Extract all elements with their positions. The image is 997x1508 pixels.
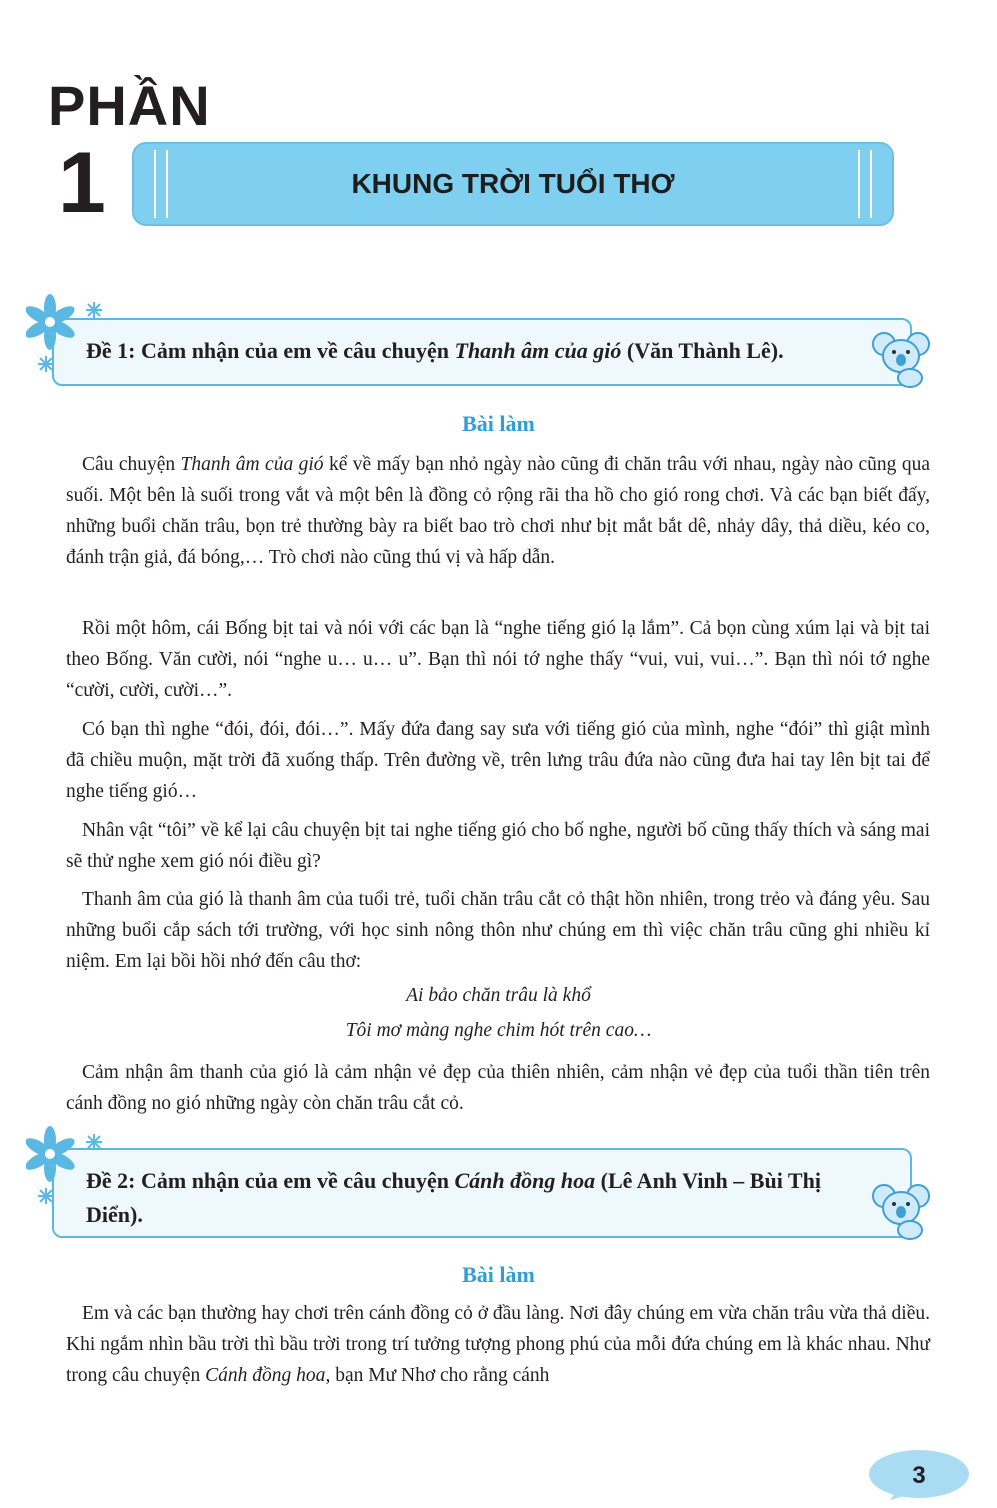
- topic-2-author: (Lê Anh Vinh – Bùi Thị Diển).: [86, 1168, 821, 1227]
- answer-heading-2: Bài làm: [462, 1262, 535, 1287]
- verse-line-1: Ai bảo chăn trâu là khổ: [406, 985, 591, 1006]
- paragraph-7-story-title: Cánh đồng hoa: [205, 1365, 326, 1386]
- topic-1-story-title: Thanh âm của gió: [454, 338, 622, 363]
- paragraph-1-start: Câu chuyện: [82, 454, 181, 475]
- topic-1-author: (Văn Thành Lê).: [621, 338, 784, 363]
- paragraph-7-start: Em và các bạn thường hay chơi trên cánh đồng cỏ ở đầu làng. Nơi đây chúng em vừa chăn trâu vừa thả diều. Khi ngắm nhìn bầu trời thì bầu trời trong trí tưởng tượng phong phú của mỗi đứa chúng em là khác nhau. Như trong câu chuyện: [66, 1303, 930, 1386]
- part-number: 1: [58, 135, 106, 231]
- topic-box-1: [52, 318, 912, 386]
- paragraph-1-story-title: Thanh âm của gió: [180, 454, 324, 475]
- paragraph-6: Cảm nhận âm thanh của gió là cảm nhận vẻ đẹp của thiên nhiên, cảm nhận vẻ đẹp của tuổi thần tiên trên cánh đồng no gió những ngày còn chăn trâu cắt cỏ.: [66, 1062, 930, 1114]
- topic-2-story-title: Cánh đồng hoa: [454, 1168, 596, 1193]
- part-banner: [132, 142, 894, 226]
- paragraph-3: Có bạn thì nghe “đói, đói, đói…”. Mấy đứa đang say sưa với tiếng gió của mình, nghe “đói” thì giật mình đã chiều muộn, mặt trời đã xuống thấp. Trên đường về, trên lưng trâu đứa nào cũng đưa hai tay lên bịt tai để nghe tiếng gió…: [66, 719, 930, 802]
- paragraph-2: Rồi một hôm, cái Bống bịt tai và nói với các bạn là “nghe tiếng gió lạ lắm”. Cả bọn cùng xúm lại và bịt tai theo Bống. Văn cười, nói “nghe u… u… u”. Bạn thì nói tớ nghe thấy “vui, vui, vui…”. Bạn thì nói tớ nghe “cười, cười, cười…”.: [66, 618, 930, 701]
- paragraph-4: Nhân vật “tôi” về kể lại câu chuyện bịt tai nghe tiếng gió cho bố nghe, người bố cũng thấy thích và sáng mai sẽ thử nghe xem gió nói điều gì?: [66, 820, 930, 872]
- page-number: 3: [912, 1462, 926, 1489]
- paragraph-7-rest: , bạn Mư Nhơ cho rằng cánh: [325, 1365, 550, 1386]
- flower-icon: [26, 292, 106, 382]
- paragraph-7: [66, 1298, 930, 1391]
- topic-box-2: [52, 1148, 912, 1238]
- topic-1-text: Cảm nhận của em về câu chuyện: [135, 338, 455, 363]
- paragraph-1-rest: kể về mấy bạn nhỏ ngày nào cũng đi chăn trâu với nhau, ngày nào cũng qua suối. Một bên là suối trong vắt và một bên là đồng cỏ rộng rãi tha hồ cho gió rong chơi. Và các bạn biết đấy, những buổi chăn trâu, bọn trẻ thường bày ra biết bao trò chơi như bịt mắt bắt dê, nhảy dây, thả diều, kéo co, đánh trận giả, đá bóng,… Trò chơi nào cũng thú vị và hấp dẫn.: [66, 454, 930, 568]
- topic-2-label: Đề 2:: [86, 1168, 136, 1193]
- paragraph-1: [66, 449, 930, 573]
- topic-1-label: Đề 1:: [86, 338, 136, 363]
- flower-icon: [26, 1124, 106, 1214]
- koala-icon: [872, 326, 932, 388]
- koala-icon: [872, 1178, 932, 1240]
- part-title: KHUNG TRỜI TUỔI THƠ: [351, 168, 675, 199]
- answer-heading-1: Bài làm: [462, 411, 535, 436]
- topic-2-text: Cảm nhận của em về câu chuyện: [135, 1168, 455, 1193]
- verse-line-2: Tôi mơ màng nghe chim hót trên cao…: [345, 1020, 652, 1041]
- paragraph-5: Thanh âm của gió là thanh âm của tuổi trẻ, tuổi chăn trâu cắt cỏ thật hồn nhiên, trong trẻo và đáng yêu. Sau những buổi cắp sách tới trường, với học sinh nông thôn như chúng em thì việc chăn trâu cũng ghi nhiều kỉ niệm. Em lại bồi hồi nhớ đến câu thơ:: [66, 889, 930, 972]
- part-word: PHẦN: [48, 74, 211, 137]
